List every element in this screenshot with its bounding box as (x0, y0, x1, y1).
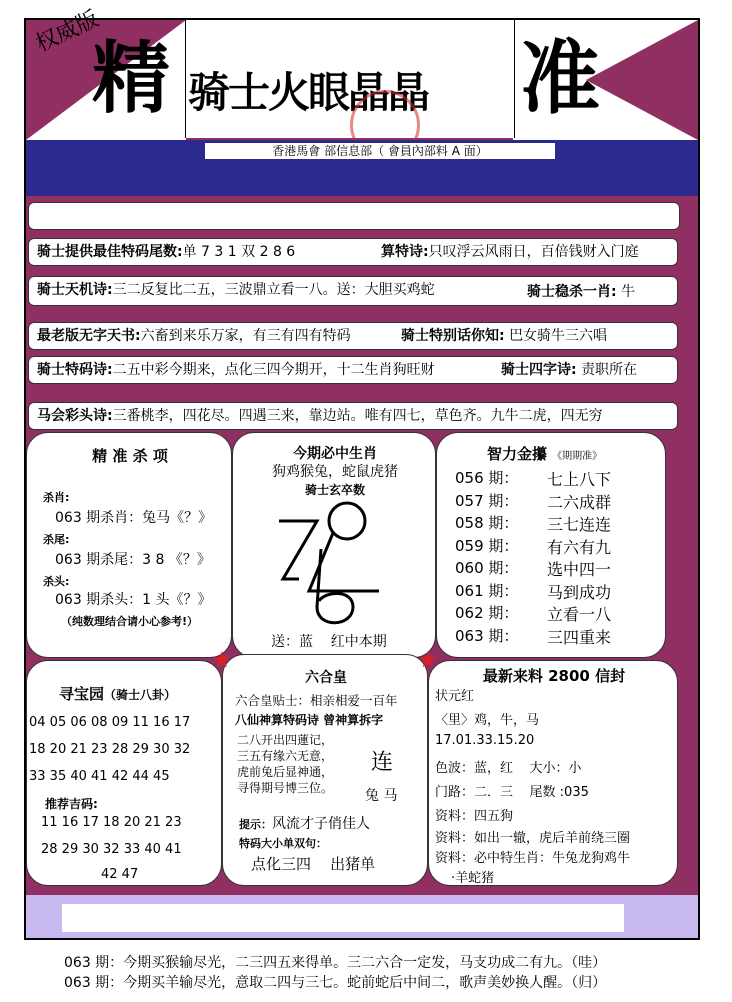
kill-panel (26, 432, 232, 658)
liuhe-ds-label: 特码大小单双句： (239, 837, 327, 850)
footer-line-2: 063 期：今期买羊输尽光，意取二四与三七。蛇前蛇后中间二，歌声美妙换人醒。（归） (64, 975, 607, 991)
recommend-numbers-1: 11 16 17 18 20 21 23 (41, 815, 182, 830)
latest-line: 状元红 (435, 689, 475, 704)
star-icon: ★ (418, 648, 438, 673)
wisdom-item (455, 535, 655, 556)
latest-panel (428, 660, 678, 886)
wisdom-item (455, 557, 655, 578)
row-special-poem: 骑士特码诗:二五中彩今期来，点化三四今期开，十二生肖狗旺财 骑士四字诗: 责职所在 (28, 356, 678, 384)
star-icon: ★ (212, 648, 232, 673)
kill-zodiac-value: 063 期杀肖：兔马《？》 (55, 510, 213, 526)
badge-text: 权威版 (32, 6, 103, 58)
kill-tail-label: 杀尾: (43, 533, 70, 546)
wisdom-phrase: 二六成群 (547, 492, 612, 512)
subtitle: 香港馬會 部信息部（ 會員內部料 A 面） (205, 143, 555, 159)
wisdom-period: 058 期： (455, 514, 519, 532)
treasure-numbers-3: 33 35 40 41 42 44 45 (29, 769, 170, 784)
kill-title: 精 准 杀 项 (92, 447, 168, 465)
bottom-blank (62, 904, 624, 932)
wisdom-title: 智力金攥 (487, 445, 548, 463)
liuhe-poem-line: 三五有缘六无意， (237, 749, 334, 763)
row-tianji-poem: 骑士天机诗:三二反复比二五，三波鼎立看一八。送：大胆买鸡蛇 骑士稳杀一肖: 牛 (28, 276, 678, 306)
wisdom-phrase: 有六有九 (547, 537, 612, 557)
latest-line: 17.01.33.15.20 (435, 733, 535, 748)
wisdom-phrase: 三四重来 (547, 627, 612, 647)
treasure-title: 寻宝园 (59, 685, 105, 703)
treasure-panel (26, 660, 222, 886)
kill-head-value: 063 期杀头：1 头《？》 (55, 592, 212, 608)
wisdom-phrase: 马到成功 (547, 582, 612, 602)
treasure-numbers-2: 18 20 21 23 28 29 30 32 (29, 742, 191, 757)
wisdom-title-small: 《期期准》 (552, 451, 603, 462)
liuhe-panel (222, 654, 428, 886)
liuhe-tip: 六合皇贴士：相亲相爱一百年 (235, 693, 398, 708)
liuhe-poem-line: 寻得期号博三位。 (237, 781, 334, 795)
zodiac-text: 狗鸡猴兔，蛇鼠虎猪 (272, 464, 398, 480)
page-title: 骑士火眼晶晶 (188, 68, 429, 117)
wisdom-phrase: 七上八下 (547, 470, 612, 489)
handwritten-glyph (269, 499, 399, 629)
liuhe-poem-title: 八仙神算特码诗 曾神算拆字 (235, 713, 384, 727)
wisdom-phrase: 立看一八 (547, 605, 612, 624)
wisdom-item (455, 602, 655, 623)
wisdom-item (455, 490, 655, 511)
liuhe-poem-line: 二八开出四蓮记， (237, 733, 334, 747)
wisdom-item (455, 625, 655, 646)
latest-line: 资料：如出一辙，虎后羊前绕三圈 (435, 831, 631, 846)
wisdom-period: 057 期： (455, 491, 519, 510)
liuhe-ds-value: 点化三四 出猪单 (251, 855, 376, 873)
recommend-numbers-3: 42 47 (101, 867, 139, 882)
wisdom-period: 063 期： (455, 626, 519, 645)
latest-line: 〈里〉鸡，牛，马 (435, 713, 540, 728)
zodiac-title: 今期必中生肖 (293, 446, 377, 462)
row-caitou-poem: 马会彩头诗:三番桃李，四花尽。四遇三来，靠边站。唯有四七，草色齐。九牛二虎，四无穷 (28, 402, 678, 430)
liuhe-big-char: 连 (371, 750, 394, 775)
wisdom-period: 059 期： (455, 536, 519, 555)
wisdom-period: 056 期： (455, 469, 519, 487)
kill-zodiac-label: 杀肖: (43, 491, 70, 504)
wisdom-title-wrap (487, 443, 602, 464)
latest-line: 资料：四五狗 (435, 809, 514, 824)
kill-head-label: 杀头: (43, 575, 70, 588)
treasure-title2: （骑士八卦） (104, 688, 177, 702)
wisdom-item (455, 467, 655, 488)
latest-line: 资料：必中特生肖：牛兔龙狗鸡牛 (435, 851, 631, 866)
zodiac-sub: 骑士玄卒数 (304, 483, 365, 497)
wisdom-panel (436, 432, 666, 658)
wisdom-period: 060 期： (455, 559, 519, 577)
wisdom-period: 061 期： (455, 581, 519, 600)
latest-title: 最新来料 2800 信封 (482, 667, 626, 685)
liuhe-title: 六合皇 (305, 670, 347, 686)
wisdom-phrase: 选中四一 (547, 560, 612, 579)
liuhe-hint: 提示：风流才子俏佳人 (239, 816, 370, 832)
zodiac-send: 送：蓝 红中本期 (271, 634, 387, 650)
zodiac-panel (232, 432, 436, 658)
wisdom-phrase: 三七连连 (547, 515, 612, 534)
header-left-char: 精 (92, 33, 171, 124)
wisdom-period: 062 期： (455, 604, 519, 622)
kill-note: （纯数理结合请小心参考!） (61, 615, 199, 628)
treasure-numbers-1: 04 05 06 08 09 11 16 17 (29, 715, 191, 730)
latest-line: 色波：蓝，红 大小：小 (435, 761, 582, 776)
liuhe-poem-line: 虎前兔后显神通， (237, 765, 334, 779)
row-tianshu: 最老版无字天书:六畜到来乐万家，有三有四有特码 骑士特别话你知: 巴女骑牛三六唱 (28, 322, 678, 350)
footer-line-1: 063 期：今期买猴输尽光，二三四五来得单。三二六合一定发，马支功成二有九。（哇） (64, 955, 607, 971)
row-tail-number: 骑士提供最佳特码尾数:单 7 3 1 双 2 8 6 算特诗:只叹浮云风雨日，百倍钱财入门庭 (28, 238, 678, 266)
liuhe-small-chars: 兔 马 (365, 788, 398, 804)
blank-bar (28, 202, 680, 230)
recommend-numbers-2: 28 29 30 32 33 40 41 (41, 842, 182, 857)
latest-line: ·羊蛇猪 (451, 871, 495, 886)
recommend-title: 推荐吉码: (45, 797, 98, 811)
treasure-title-wrap (59, 683, 176, 704)
wisdom-item (455, 580, 655, 601)
kill-tail-value: 063 期杀尾：3 8 《？》 (55, 552, 211, 568)
wisdom-item (455, 512, 655, 533)
header-right-char: 准 (520, 31, 600, 125)
latest-line: 门路：二．三 尾数 :035 (435, 785, 589, 800)
